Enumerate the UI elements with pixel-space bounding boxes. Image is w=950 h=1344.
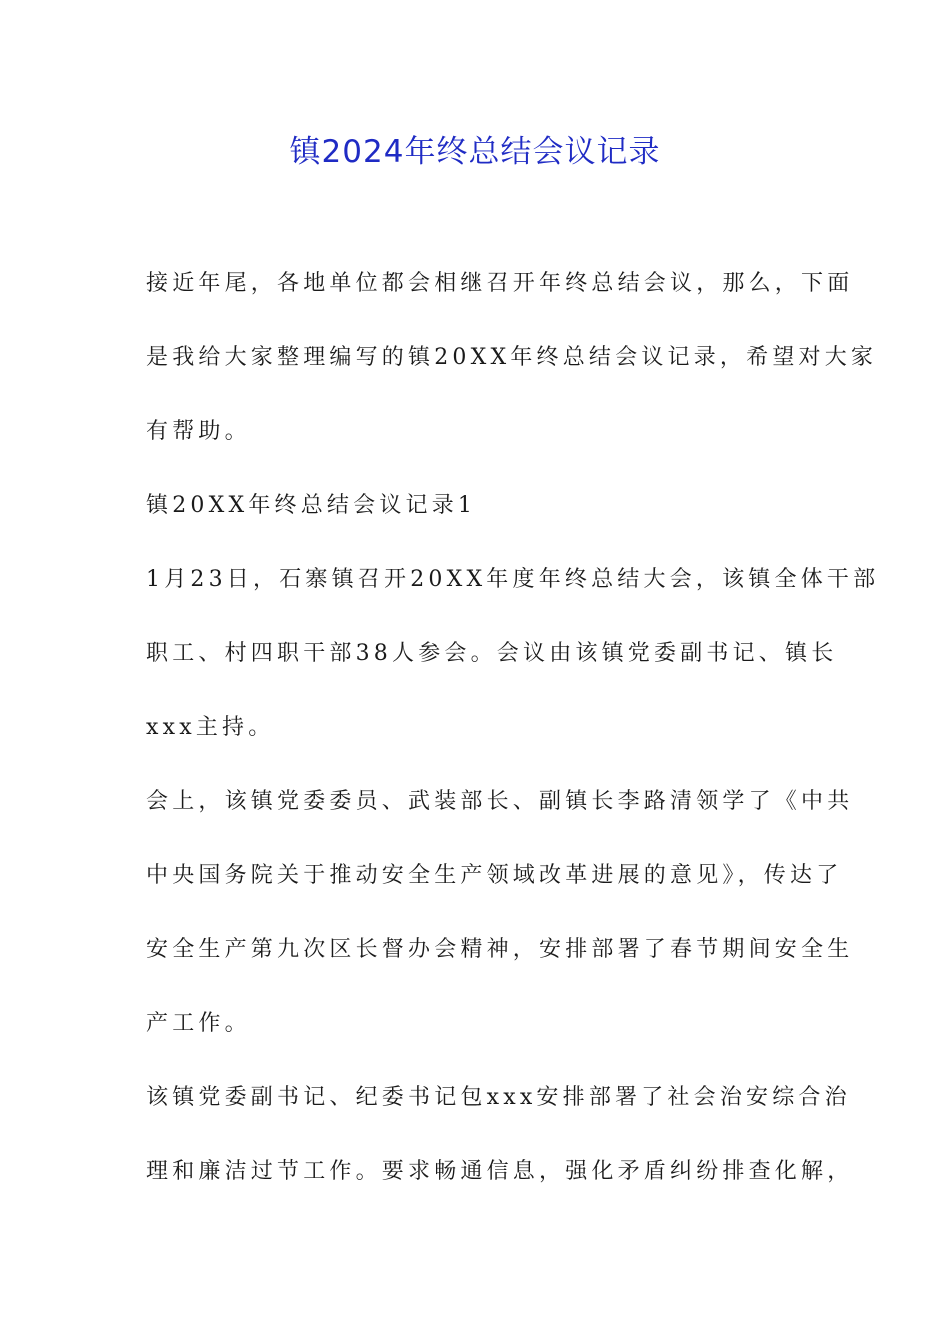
document-title: 镇2024年终总结会议记录	[289, 134, 661, 170]
paragraph-line: 中央国务院关于推动安全生产领域改革进展的意见》，传达了	[146, 863, 843, 888]
paragraph-line: xxx主持。	[146, 715, 275, 740]
paragraph-line: 会上，该镇党委委员、武装部长、副镇长李路清领学了《中共	[146, 789, 854, 814]
paragraph-line: 该镇党委副书记、纪委书记包xxx安排部署了社会治安综合治	[146, 1085, 851, 1110]
paragraph-line: 接近年尾，各地单位都会相继召开年终总结会议，那么，下面	[146, 271, 854, 296]
paragraph-line: 安全生产第九次区长督办会精神，安排部署了春节期间安全生	[146, 937, 854, 962]
section-heading: 镇20XX年终总结会议记录1	[146, 493, 477, 518]
paragraph-line: 是我给大家整理编写的镇20XX年终总结会议记录，希望对大家	[146, 345, 878, 370]
paragraph-line: 职工、村四职干部38人参会。会议由该镇党委副书记、镇长	[146, 641, 838, 666]
paragraph-line: 理和廉洁过节工作。要求畅通信息，强化矛盾纠纷排查化解，	[146, 1159, 854, 1184]
paragraph-line: 产工作。	[146, 1011, 251, 1036]
paragraph-line: 1月23日，石寨镇召开20XX年度年终总结大会，该镇全体干部	[146, 567, 880, 592]
document-body	[146, 262, 880, 1224]
paragraph-line: 有帮助。	[146, 419, 251, 444]
